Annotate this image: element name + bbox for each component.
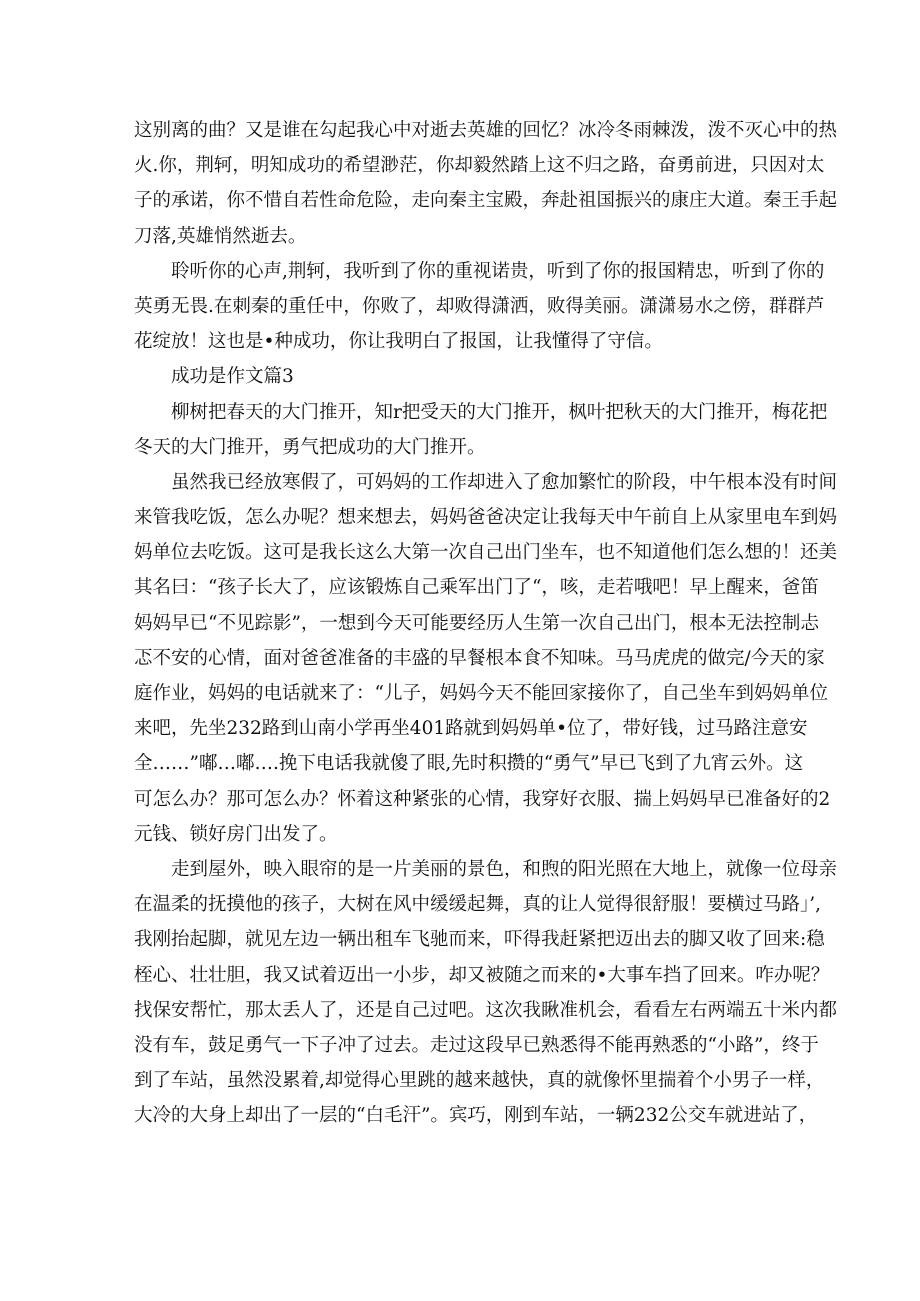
text-line: 我刚抬起脚，就见左边一辆出租车飞驰而来，吓得我赶紧把迈出去的脚又收了回来:稳 bbox=[134, 929, 825, 951]
text-line: 桎心、壮壮胆，我又试着迈出一小步，却又被随之而来的•大事车挡了回来。咋办呢？ bbox=[134, 964, 830, 986]
text-line: 到了车站，虽然没累着,却觉得心里跳的越来越快，真的就像怀里揣着个小男子一样， bbox=[134, 1070, 825, 1092]
text-line: 花绽放！这也是•种成功，你让我明白了报国，让我懂得了守信。 bbox=[134, 331, 663, 353]
text-line: 庭作业，妈妈的电话就来了：“儿子，妈妈今天不能回家接你了，自己坐车到妈妈单位 bbox=[134, 683, 828, 704]
text-line: 来管我吃饭，怎么办呢？想来想去，妈妈爸爸决定让我每天中午前自上从家里电车到妈 bbox=[134, 507, 838, 529]
text-line: 在温柔的抚摸他的孩子，大树在风中缓缓起舞，真的让人觉得很舒服！要横过马路」’, bbox=[134, 894, 822, 916]
text-line: 虽然我已经放寒假了，可妈妈的工作却进入了愈加繁忙的阶段，中午根本没有时间 bbox=[171, 471, 838, 493]
text-line: 可怎么办？那可怎么办？怀着这种紧张的心情，我穿好衣服、揣上妈妈早已准备好的2 bbox=[134, 788, 831, 810]
text-line: 成功是作文篇3 bbox=[171, 366, 294, 388]
text-line: 全……”嘟…嘟….挽下电话我就傻了眼,先时积攒的“勇气”早已飞到了九宵云外。这 bbox=[134, 753, 804, 775]
document-body bbox=[134, 113, 838, 1133]
text-line: 妈单位去吃饭。这可是我长这么大第一次自己出门坐车，也不知道他们怎么想的！还美 bbox=[134, 542, 838, 564]
text-line: 忑不安的心情，面对爸爸准备的丰盛的早餐根本食不知味。马马虎虎的做完/今天的家 bbox=[134, 647, 825, 669]
text-line: 找保安帮忙，那太丢人了，还是自己过吧。这次我瞅准机会，看看左右两端五十米内都 bbox=[134, 999, 838, 1021]
text-line: 元钱、锁好房门出发了。 bbox=[134, 823, 338, 845]
text-line: 妈妈早已“不见踪影”，一想到今天可能要经历人生第一次自己出门，根本无法控制忐 bbox=[134, 612, 819, 634]
text-line: 这别离的曲？又是谁在勾起我心中对逝去英雄的回忆？冰冷冬雨棘泼，泼不灭心中的热 bbox=[134, 120, 838, 141]
text-line: 走到屋外，映入眼帘的是一片美丽的景色，和煦的阳光照在大地上，就像一位母亲 bbox=[171, 858, 838, 880]
text-line: 冬天的大门推开，勇气把成功的大门推开。 bbox=[134, 436, 486, 458]
text-line: 子的承诺，你不惜自若性命危险，走向秦主宝殿，奔赴祖国振兴的康庄大道。秦王手起 bbox=[134, 190, 838, 212]
text-line: 火.你，荆轲，明知成功的希望渺茫，你却毅然踏上这不归之路，奋勇前进，只因对太 bbox=[134, 155, 825, 177]
text-line: 其名曰：“孩子长大了，应该锻炼自己乘军出门了“，咳，走若哦吧！早上醒来，爸笛 bbox=[134, 577, 819, 599]
text-line: 刀落,英雄悄然逝去。 bbox=[134, 225, 307, 247]
text-line: 来吧，先坐232路到山南小学再坐401路就到妈妈单•位了，带好钱，过马路注意安 bbox=[134, 718, 808, 740]
text-line: 大冷的大身上却出了一层的“白毛汗”。宾巧，刚到车站，一辆232公交车就进站了， bbox=[134, 1105, 818, 1127]
text-line: 聆听你的心声,荆轲，我听到了你的重视诺贵，听到了你的报国精忠，听到了你的 bbox=[171, 260, 825, 282]
text-line: 柳树把春天的大门推开，知r把受天的大门推开，枫叶把秋天的大门推开，梅花把 bbox=[171, 401, 828, 423]
text-line: 英勇无畏.在刺秦的重任中，你败了，却败得潇洒，败得美丽。潇潇易水之傍，群群芦 bbox=[134, 295, 825, 317]
text-line: 没有车，鼓足勇气一下子冲了过去。走过这段早已熟悉得不能再熟悉的“小路”，终于 bbox=[134, 1034, 819, 1056]
